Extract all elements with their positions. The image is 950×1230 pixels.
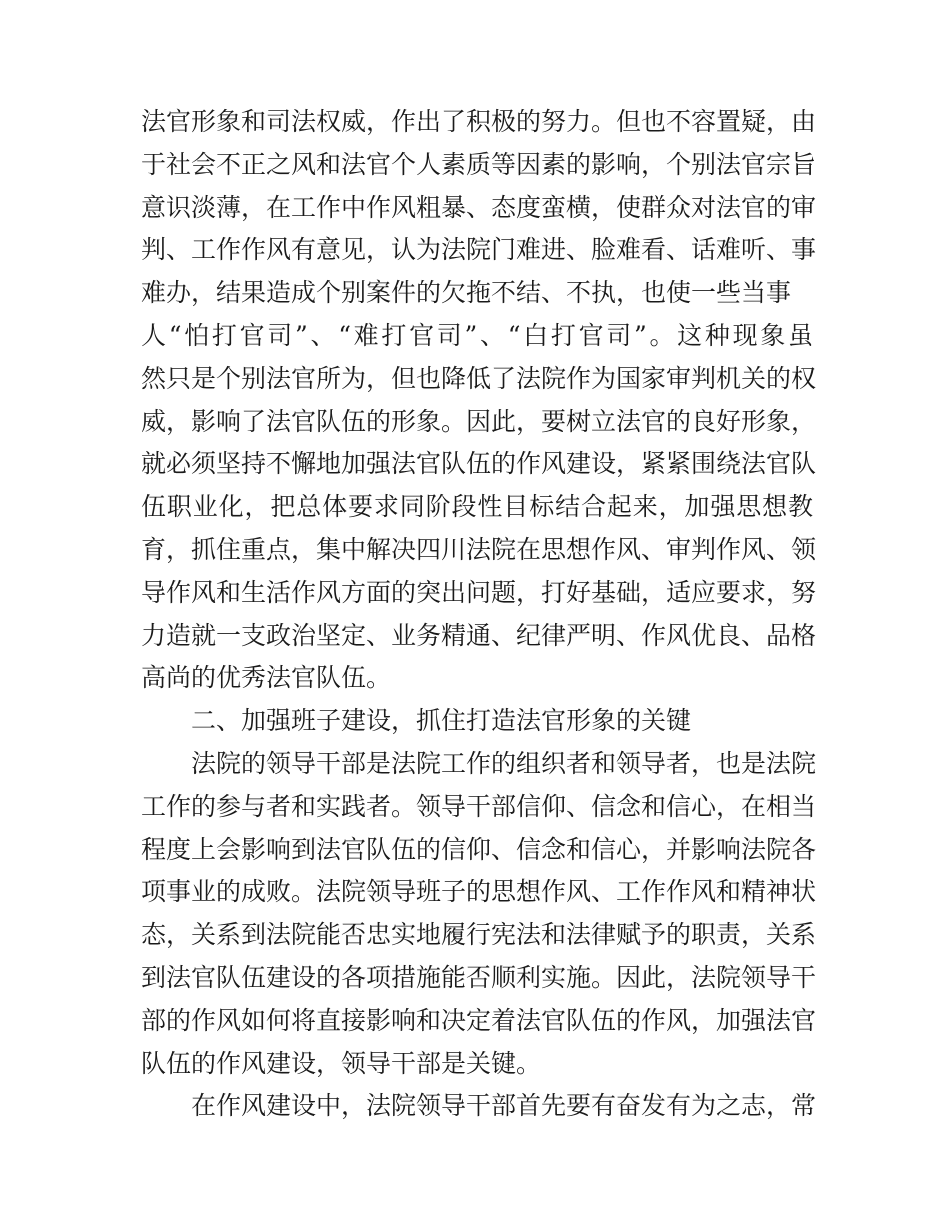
text-line: 法官形象和司法权威，作出了积极的努力。但也不容置疑，由 bbox=[141, 107, 817, 136]
text-line: 力造就一支政治坚定、业务精通、纪律严明、作风优良、品格 bbox=[141, 620, 817, 650]
text-line: 难办，结果造成个别案件的欠拖不结、不执，也使一些当事 bbox=[141, 278, 792, 308]
text-line: 态，关系到法院能否忠实地履行宪法和法律赋予的职责，关系 bbox=[141, 920, 817, 950]
text-line: 就必须坚持不懈地加强法官队伍的作风建设，紧紧围绕法官队 bbox=[141, 449, 817, 479]
text-line: 二、加强班子建设，抓住打造法官形象的关键 bbox=[191, 706, 692, 736]
text-line: 程度上会影响到法官队伍的信仰、信念和信心，并影响法院各 bbox=[141, 834, 817, 864]
text-line: 队伍的作风建设，领导干部是关键。 bbox=[141, 1048, 542, 1078]
text-line: 高尚的优秀法官队伍。 bbox=[141, 663, 392, 693]
text-line: 然只是个别法官所为，但也降低了法院作为国家审判机关的权 bbox=[141, 363, 817, 393]
text-line: 威，影响了法官队伍的形象。因此，要树立法官的良好形象， bbox=[141, 406, 817, 436]
text-line: 在作风建设中，法院领导干部首先要有奋发有为之志，常 bbox=[191, 1091, 817, 1121]
text-line: 到法官队伍建设的各项措施能否顺利实施。因此，法院领导干 bbox=[141, 962, 817, 992]
text-line: 工作的参与者和实践者。领导干部信仰、信念和信心，在相当 bbox=[141, 791, 817, 821]
text-line: 判、工作作风有意见，认为法院门难进、脸难看、话难听、事 bbox=[141, 235, 817, 265]
text-line: 伍职业化，把总体要求同阶段性目标结合起来，加强思想教 bbox=[141, 492, 813, 522]
text-line: 导作风和生活作风方面的突出问题，打好基础，适应要求，努 bbox=[141, 577, 817, 607]
document-body bbox=[141, 101, 817, 1128]
text-line: 育，抓住重点，集中解决四川法院在思想作风、审判作风、领 bbox=[141, 534, 817, 564]
text-line: 项事业的成败。法院领导班子的思想作风、工作作风和精神状 bbox=[141, 877, 817, 907]
text-line: 法院的领导干部是法院工作的组织者和领导者，也是法院 bbox=[191, 748, 817, 778]
text-line: 部的作风如何将直接影响和决定着法官队伍的作风，加强法官 bbox=[141, 1005, 817, 1035]
text-line: 于社会不正之风和法官个人素质等因素的影响，个别法官宗旨 bbox=[141, 149, 817, 179]
text-line: 意识淡薄，在工作中作风粗暴、态度蛮横，使群众对法官的审 bbox=[141, 192, 817, 222]
text-line: 人“怕打官司”、“难打官司”、“白打官司”。这种现象虽 bbox=[141, 320, 813, 350]
